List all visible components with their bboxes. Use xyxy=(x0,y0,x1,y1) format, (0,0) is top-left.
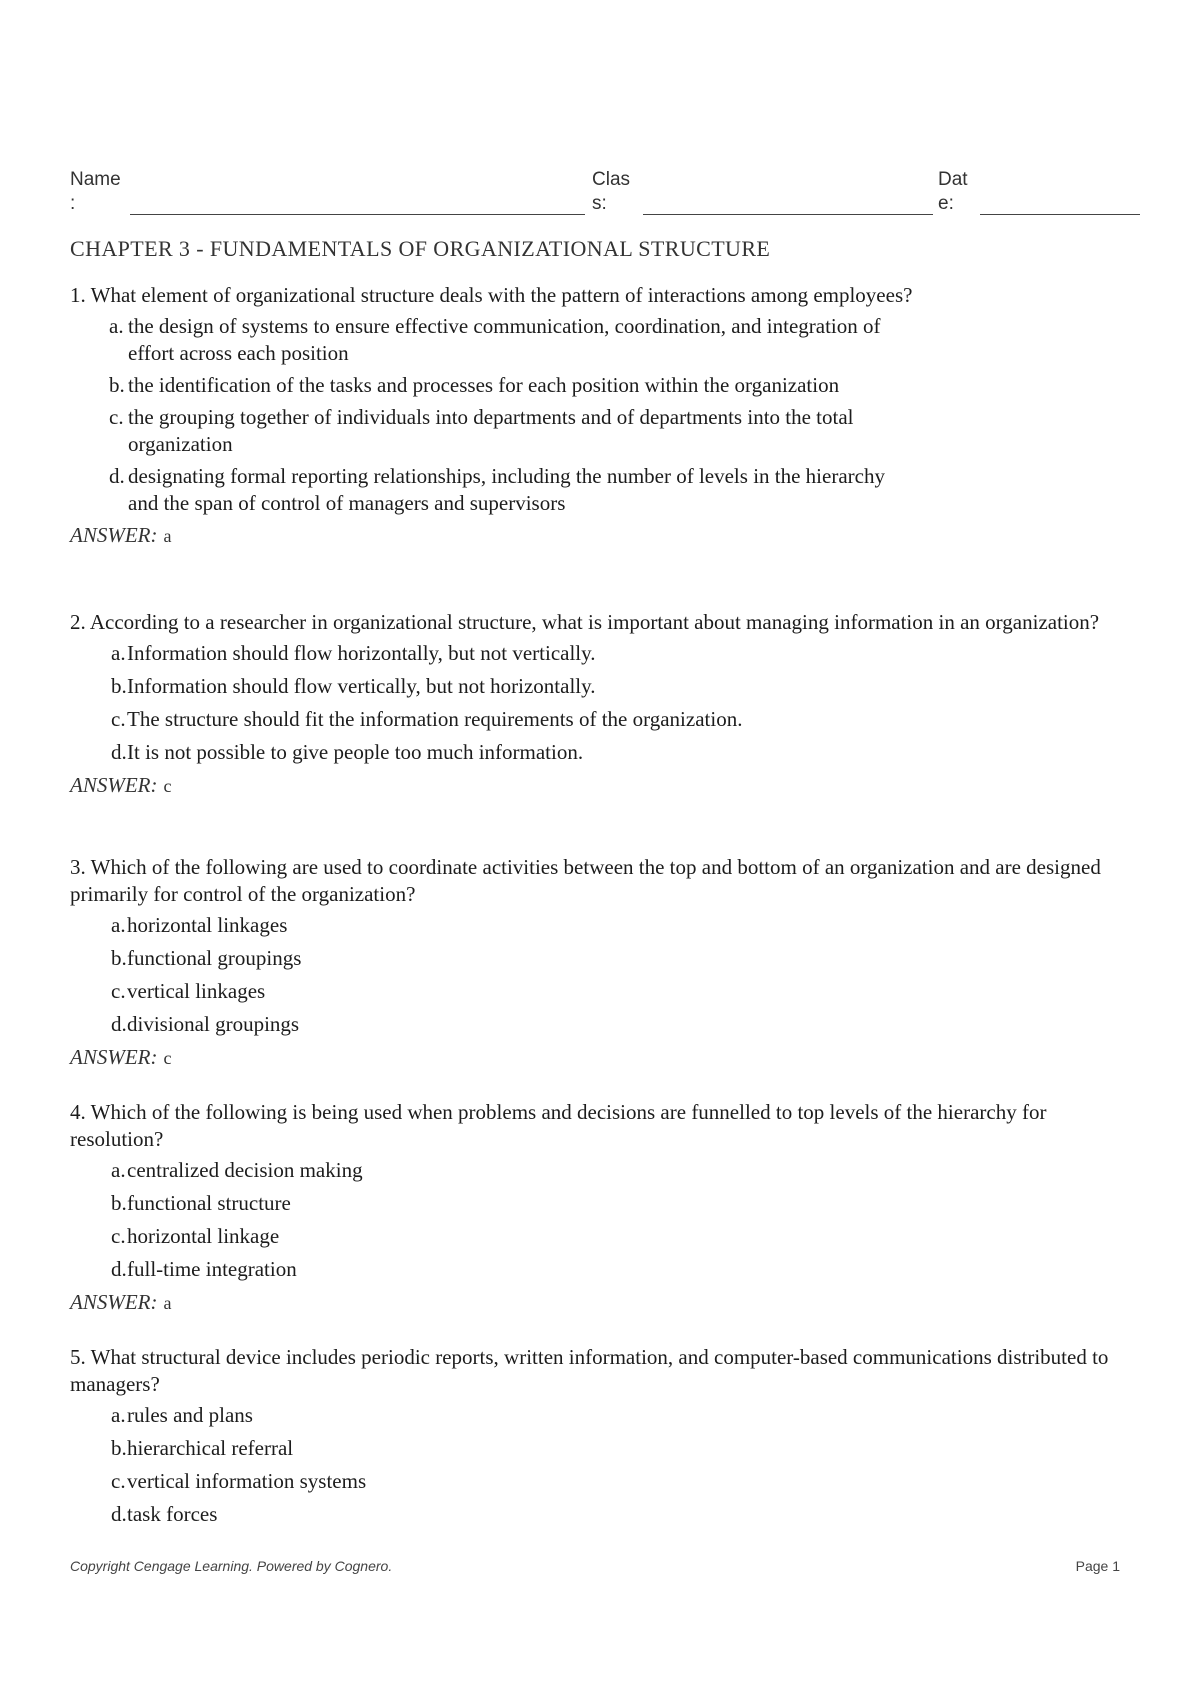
option-d[interactable]: d. designating formal reporting relationships, including the number of levels in the hierarchy and the span of control of managers and supervisors xyxy=(109,464,885,515)
option-d[interactable]: d. It is not possible to give people too much information. xyxy=(111,740,584,764)
options-list xyxy=(70,640,1130,766)
option-c[interactable]: c. vertical linkages xyxy=(111,979,266,1003)
answer-value: c xyxy=(163,1048,172,1068)
answer-value: c xyxy=(163,776,172,796)
class-line[interactable] xyxy=(643,214,933,215)
date-label-suffix: e: xyxy=(938,193,954,214)
class-label-suffix: s: xyxy=(592,193,607,214)
answer-line xyxy=(70,522,1130,550)
class-label: Clas xyxy=(592,169,631,190)
answer-line xyxy=(70,772,1130,800)
option-a[interactable]: a. horizontal linkages xyxy=(111,913,288,937)
answer-label: ANSWER: xyxy=(70,523,158,547)
options-list xyxy=(70,1157,1130,1283)
question-text: 2. According to a researcher in organizational structure, what is important about managing information in an organization? xyxy=(70,610,1100,634)
answer-line xyxy=(70,1289,1130,1317)
name-field-label xyxy=(70,168,121,216)
copyright-footer: Copyright Cengage Learning. Powered by Cognero. xyxy=(70,1558,393,1574)
option-b[interactable]: b. Information should flow vertically, but not horizontally. xyxy=(111,674,596,698)
option-a[interactable]: a. the design of systems to ensure effective communication, coordination, and integration of effort across each position xyxy=(109,314,881,365)
answer-label: ANSWER: xyxy=(70,1290,158,1314)
answer-label: ANSWER: xyxy=(70,1045,158,1069)
name-label: Name xyxy=(70,169,121,190)
question-3 xyxy=(70,854,1130,1072)
option-c[interactable]: c. the grouping together of individuals into departments and of departments into the total organization xyxy=(109,405,854,456)
option-a[interactable]: a. rules and plans xyxy=(111,1403,253,1427)
option-a[interactable]: a. Information should flow horizontally, but not vertically. xyxy=(111,641,596,665)
question-4 xyxy=(70,1099,1130,1317)
class-field-label xyxy=(592,168,630,216)
options-list xyxy=(70,1402,1130,1528)
question-5 xyxy=(70,1344,1130,1534)
option-d[interactable]: d. divisional groupings xyxy=(111,1012,300,1036)
option-c[interactable]: c. The structure should fit the information requirements of the organization. xyxy=(111,707,743,731)
option-b[interactable]: b. functional groupings xyxy=(111,946,302,970)
name-label-suffix: : xyxy=(70,193,76,214)
date-line[interactable] xyxy=(980,214,1140,215)
page-number: Page 1 xyxy=(1075,1558,1120,1574)
option-d[interactable]: d. full-time integration xyxy=(111,1257,297,1281)
option-d[interactable]: d. task forces xyxy=(111,1502,218,1526)
date-field-label xyxy=(938,168,968,216)
option-b[interactable]: b. hierarchical referral xyxy=(111,1436,294,1460)
date-label: Dat xyxy=(938,169,968,190)
option-b[interactable]: b. functional structure xyxy=(111,1191,291,1215)
answer-value: a xyxy=(163,1293,172,1313)
question-text: 5. What structural device includes periodic reports, written information, and computer-based communications distributed to managers? xyxy=(70,1345,1109,1396)
name-line[interactable] xyxy=(130,214,585,215)
option-c[interactable]: c. horizontal linkage xyxy=(111,1224,280,1248)
question-2 xyxy=(70,609,1130,800)
answer-value: a xyxy=(163,526,172,546)
option-a[interactable]: a. centralized decision making xyxy=(111,1158,363,1182)
chapter-title: CHAPTER 3 - FUNDAMENTALS OF ORGANIZATIONAL STRUCTURE xyxy=(70,236,771,261)
option-b[interactable]: b. the identification of the tasks and processes for each position within the organization xyxy=(109,373,840,397)
question-text: 1. What element of organizational structure deals with the pattern of interactions among employees? xyxy=(70,283,913,307)
question-text: 4. Which of the following is being used when problems and decisions are funnelled to top levels of the hierarchy for resolution? xyxy=(70,1100,1047,1151)
question-1 xyxy=(70,282,1130,550)
question-text: 3. Which of the following are used to coordinate activities between the top and bottom of an organization and are designed primarily for control of the organization? xyxy=(70,855,1101,906)
options-list xyxy=(70,313,1130,517)
answer-line xyxy=(70,1044,1130,1072)
option-c[interactable]: c. vertical information systems xyxy=(111,1469,367,1493)
answer-label: ANSWER: xyxy=(70,773,158,797)
options-list xyxy=(70,912,1130,1038)
